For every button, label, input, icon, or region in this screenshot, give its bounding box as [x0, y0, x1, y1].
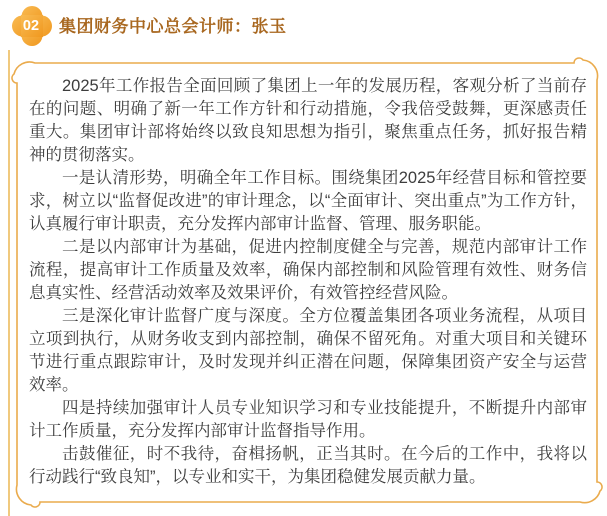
left-accent-line: [8, 50, 10, 516]
speech-card: [16, 62, 599, 505]
badge-number-text: 02: [22, 18, 40, 34]
paragraph: 一是认清形势，明确全年工作目标。围绕集团2025年经营目标和管控要求，树立以“监督促改进”的审计理念，以“全面审计、突出重点”为工作方针，认真履行审计职责，充分发挥内部审计监督、管理、服务职能。: [29, 169, 587, 233]
section-title: 集团财务中心总会计师：张玉: [59, 17, 287, 36]
speech-text: [16, 62, 599, 505]
section-header: [0, 0, 607, 56]
paragraph: 四是持续加强审计人员专业知识学习和专业技能提升，不断提升内部审计工作质量，充分发挥内部审计监督指导作用。: [29, 399, 587, 440]
paragraph: 三是深化审计监督广度与深度。全方位覆盖集团各项业务流程，从项目立项到执行，从财务收支到内部控制，确保不留死角。对重大项目和关键环节进行重点跟踪审计，及时发现并纠正潜在问题，保障集团资产安全与运营效率。: [29, 307, 587, 394]
paragraph: 2025年工作报告全面回顾了集团上一年的发展历程，客观分析了当前存在的问题、明确了新一年工作方针和行动措施，令我倍受鼓舞，更深感责任重大。集团审计部将始终以致良知思想为指引，聚焦重点任务，抓好报告精神的贯彻落实。: [29, 77, 587, 164]
paragraph: 击鼓催征，时不我待，奋楫扬帆，正当其时。在今后的工作中，我将以行动践行“致良知”，以专业和实干，为集团稳健发展贡献力量。: [29, 445, 587, 486]
paragraph: 二是以内部审计为基础，促进内控制度健全与完善，规范内部审计工作流程，提高审计工作质量及效率，确保内部控制和风险管理有效性、财务信息真实性、经营活动效率及效果评价，有效管控经营风险。: [29, 238, 587, 302]
quatrefoil-badge-icon: [12, 6, 52, 46]
section-number-badge: [12, 6, 52, 46]
